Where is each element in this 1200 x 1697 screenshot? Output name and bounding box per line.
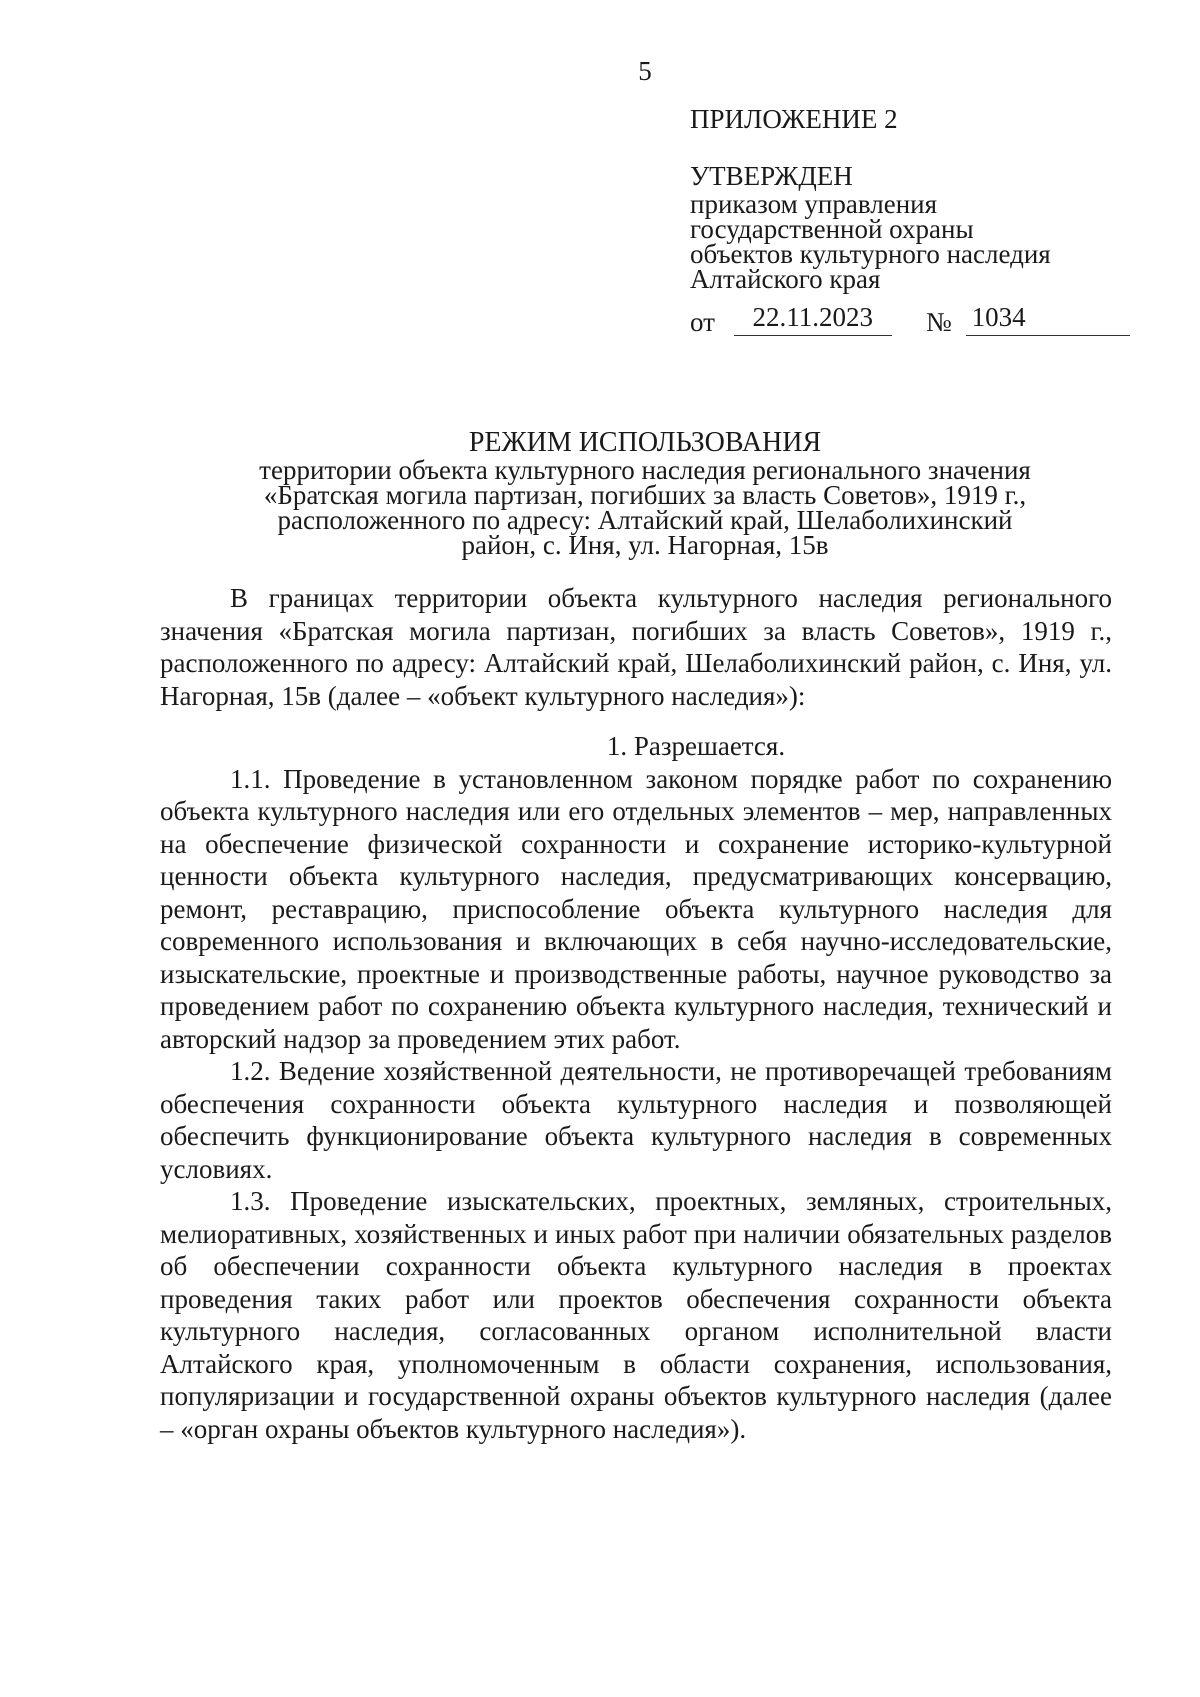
annex-label: ПРИЛОЖЕНИЕ 2 bbox=[690, 104, 898, 134]
page-number: 5 bbox=[638, 56, 652, 86]
clause-1-3: 1.3. Проведение изыскательских, проектных, земляных, строительных, мелиоративных, хозяйственных и иных работ при наличии обязательных разделов об обеспечении сохранности объекта культурного наследия в проектах проведения таких работ или проектов обеспечения сохранности объекта культурного наследия, согласованных органом исполнительной власти Алтайского края, уполномоченным в области сохранения, использования, популяризации и государственной охраны объектов культурного наследия (далее – «орган охраны объектов культурного наследия»). bbox=[160, 1186, 1112, 1444]
approval-line: объектов культурного наследия bbox=[690, 239, 1051, 269]
clause-1-1: 1.1. Проведение в установленном законом порядке работ по сохранению объекта культурного наследия или его отдельных элементов – мер, направленных на обеспечение физической сохранности и сохранение историко-культурной ценности объекта культурного наследия, предусматривающих консервацию, ремонт, реставрацию, приспособление объекта культурного наследия для современного использования и включающих в себя научно-исследовательские, изыскательские, проектные и производственные работы, научное руководство за проведением работ по сохранению объекта культурного наследия, технический и авторский надзор за проведением этих работ. bbox=[160, 763, 1112, 1054]
approved-label: УТВЕРЖДЕН bbox=[690, 161, 853, 191]
order-date-row bbox=[690, 302, 1130, 336]
approval-line: Алтайского края bbox=[690, 264, 881, 294]
clause-1-2: 1.2. Ведение хозяйственной деятельности, не противоречащей требованиям обеспечения сохранности объекта культурного наследия и позволяющей обеспечить функционирование объекта культурного наследия в современных условиях. bbox=[160, 1056, 1112, 1184]
intro-paragraph: В границах территории объекта культурного наследия регионального значения «Братская могила партизан, погибших за власть Советов», 1919 г., расположенного по адресу: Алтайский край, Шелаболихинский район, с. Иня, ул. Нагорная, 15в (далее – «объект культурного наследия»): bbox=[160, 583, 1112, 711]
title-main: РЕЖИМ ИСПОЛЬЗОВАНИЯ bbox=[468, 427, 822, 458]
approval-line: приказом управления bbox=[690, 189, 938, 219]
number-label: № bbox=[925, 307, 952, 337]
order-number: 1034 bbox=[966, 304, 1130, 336]
order-date: 22.11.2023 bbox=[734, 304, 892, 336]
document-title bbox=[160, 428, 1130, 558]
section-heading: 1. Разрешается. bbox=[606, 731, 786, 761]
from-label: от bbox=[690, 307, 715, 337]
document-body bbox=[160, 582, 1112, 1445]
approval-block bbox=[690, 106, 1130, 336]
title-line: расположенного по адресу: Алтайский край, Шелаболихинский bbox=[277, 505, 1013, 535]
title-line: район, с. Иня, ул. Нагорная, 15в bbox=[461, 530, 829, 560]
approval-line: государственной охраны bbox=[690, 214, 974, 244]
title-line: «Братская могила партизан, погибших за власть Советов», 1919 г., bbox=[263, 480, 1027, 510]
title-line: территории объекта культурного наследия регионального значения bbox=[259, 455, 1031, 485]
